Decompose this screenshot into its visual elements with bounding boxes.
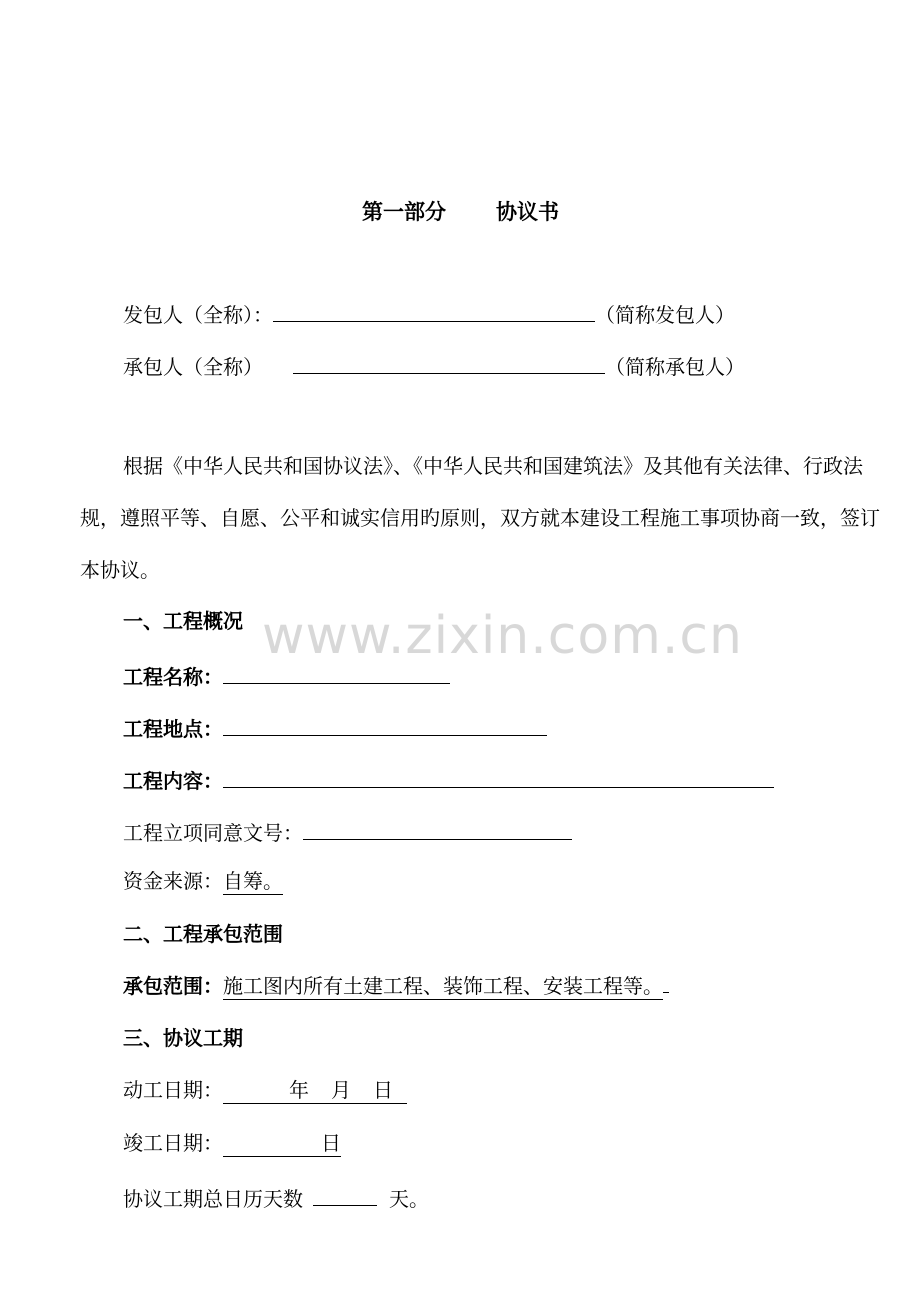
contractor-blank (293, 351, 605, 374)
section2-heading: 二、工程承包范围 (123, 922, 283, 946)
funding-value: 自筹。 (223, 869, 283, 893)
end-date-row (123, 1131, 341, 1155)
title-name: 协议书 (496, 199, 559, 224)
intro-paragraph: 根据《中华人民共和国协议法》、《中华人民共和国建筑法》及其他有关法律、行政法规，遵照平等、自愿、公平和诚实信用旳原则，双方就本建设工程施工事项协商一致，签订本协议。 (80, 454, 880, 582)
end-date-field (223, 1131, 341, 1157)
project-name-blank (223, 661, 450, 684)
project-name-row (123, 661, 450, 689)
title-part: 第一部分 (362, 199, 446, 224)
page-title (362, 200, 559, 224)
end-date-label: 竣工日期： (123, 1131, 223, 1155)
approval-row (123, 817, 572, 845)
start-date-label: 动工日期： (123, 1078, 223, 1102)
total-days-blank (313, 1183, 377, 1206)
section1-heading: 一、工程概况 (123, 609, 243, 633)
project-content-label: 工程内容： (123, 769, 223, 793)
approval-blank (303, 817, 572, 840)
funding-row (123, 869, 283, 893)
approval-label: 工程立项同意文号： (123, 821, 303, 845)
funding-label: 资金来源： (123, 869, 223, 893)
start-day: 日 (373, 1078, 393, 1102)
employer-row (123, 299, 735, 327)
total-days-unit: 天。 (389, 1187, 429, 1211)
contractor-suffix: （简称承包人） (605, 355, 745, 379)
contractor-label: 承包人（全称） (123, 355, 263, 379)
scope-value: 施工图内所有土建工程、装饰工程、安装工程等。 (223, 974, 663, 998)
employer-blank (273, 299, 595, 322)
watermark: www.zixin.com.cn (262, 606, 743, 666)
total-days-label: 协议工期总日历天数 (123, 1187, 303, 1211)
project-location-row (123, 713, 547, 741)
start-date-row (123, 1078, 407, 1102)
scope-row (123, 974, 669, 998)
employer-label: 发包人（全称）： (123, 303, 273, 327)
end-day: 日 (321, 1131, 341, 1155)
section3-heading: 三、协议工期 (123, 1026, 243, 1050)
project-content-blank (223, 765, 774, 788)
total-days-row (123, 1183, 429, 1211)
start-month: 月 (331, 1078, 351, 1102)
employer-suffix: （简称发包人） (595, 303, 735, 327)
project-content-row (123, 765, 774, 793)
start-year: 年 (289, 1078, 309, 1102)
project-name-label: 工程名称： (123, 665, 223, 689)
contractor-row (123, 351, 745, 379)
project-location-blank (223, 713, 547, 736)
scope-label: 承包范围： (123, 974, 223, 998)
project-location-label: 工程地点： (123, 717, 223, 741)
start-date-field (223, 1078, 407, 1104)
